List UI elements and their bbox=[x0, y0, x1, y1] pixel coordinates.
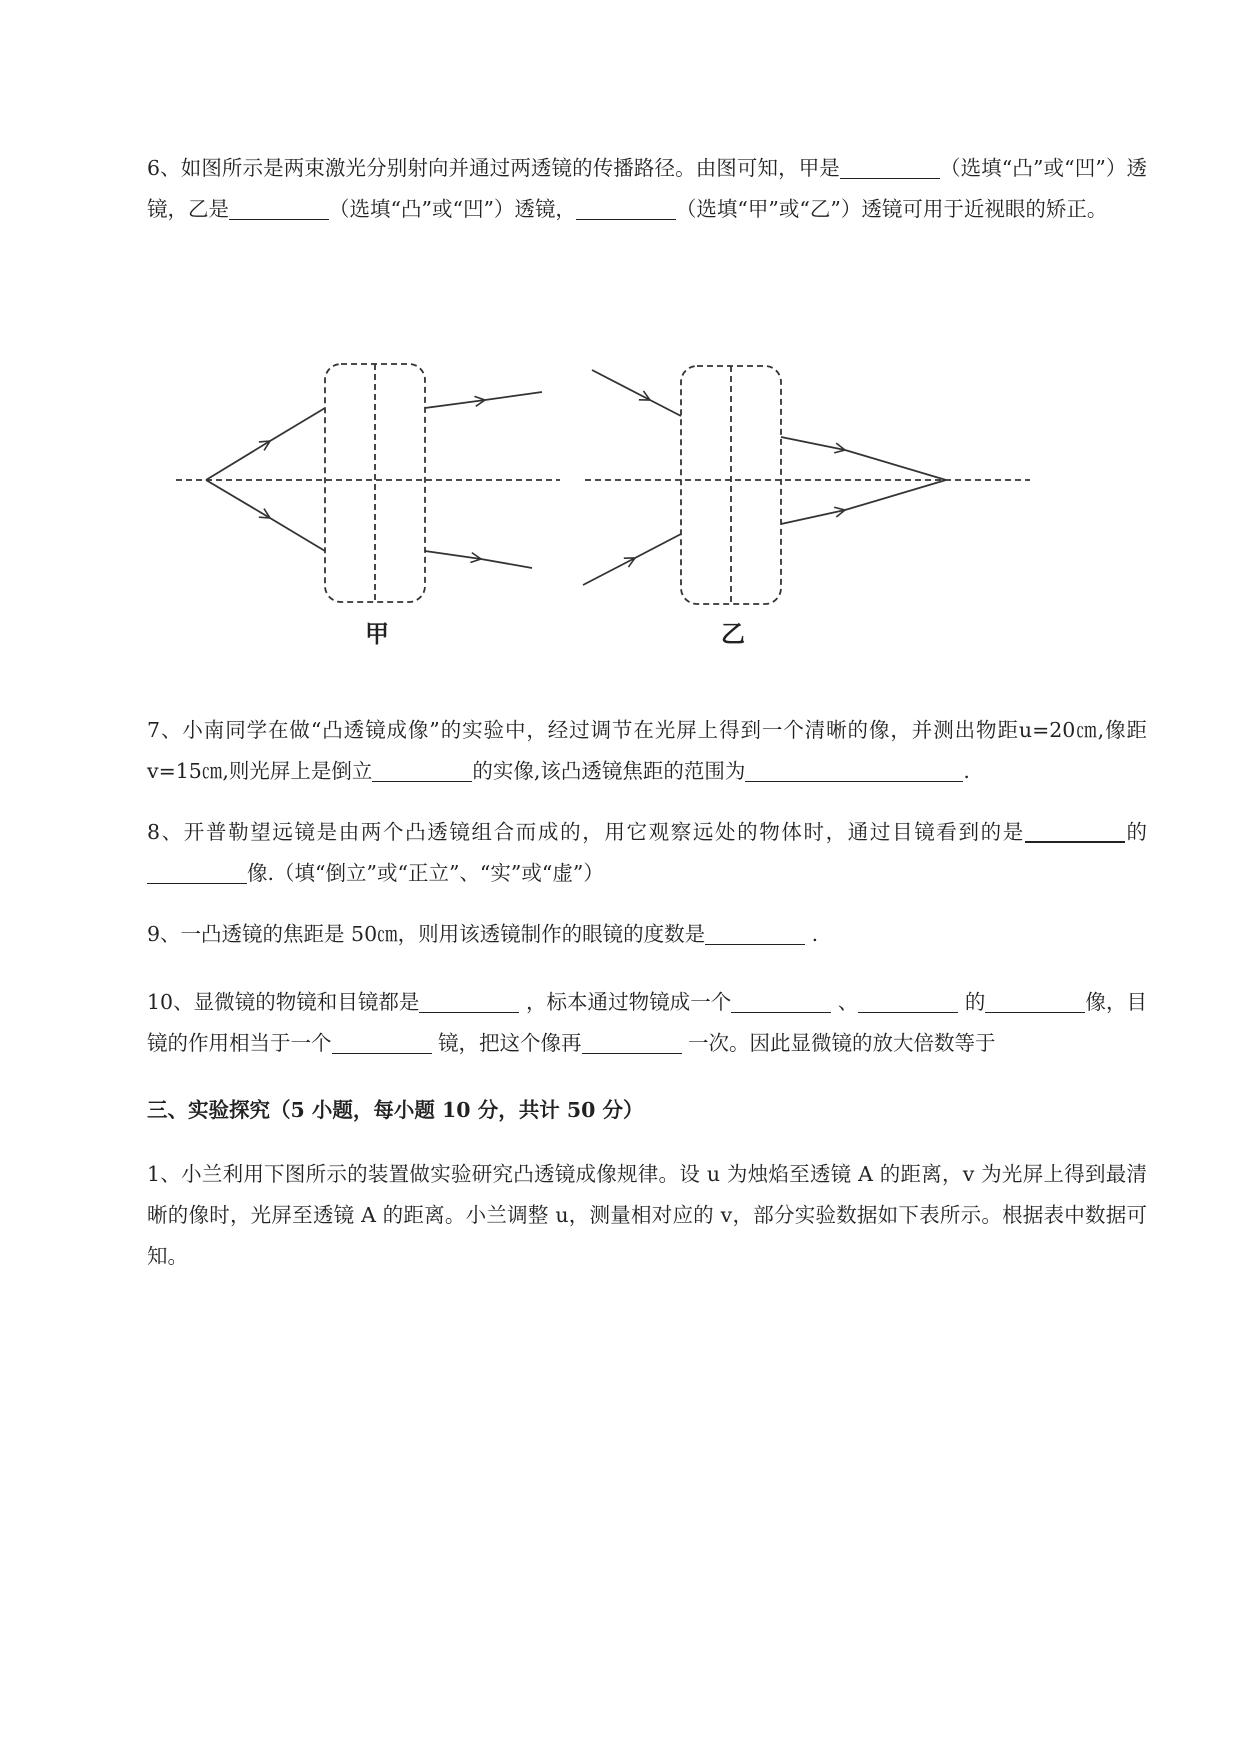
q10-text-4: 的 bbox=[958, 990, 986, 1014]
yi-incident-ray-bottom-arrow bbox=[583, 558, 635, 585]
section-3-question-1: 1、小兰利用下图所示的装置做实验研究凸透镜成像规律。设 u 为烛焰至透镜 A 的距离，v 为光屏上得到最清晰的像时，光屏至透镜 A 的距离。小兰调整 u，测量相对应的 v，部分实验数据如下表所示。根据表中数据可知。 bbox=[147, 1162, 1147, 1268]
jia-incident-ray-top bbox=[270, 408, 325, 441]
q10-blank-3[interactable] bbox=[858, 990, 958, 1013]
q9-text-1: 9、一凸透镜的焦距是 50㎝，则用该透镜制作的眼镜的度数是 bbox=[147, 922, 706, 946]
question-9 bbox=[147, 914, 1147, 955]
q10-blank-5[interactable] bbox=[332, 1031, 432, 1054]
q7-text-3: . bbox=[963, 759, 970, 783]
q6-blank-1[interactable] bbox=[840, 156, 940, 179]
q8-text-2: 的 bbox=[1124, 820, 1148, 844]
q8-blank-1[interactable] bbox=[1025, 819, 1125, 843]
question-10 bbox=[147, 982, 1147, 1064]
q10-blank-4[interactable] bbox=[985, 990, 1085, 1013]
jia-emergent-ray-top bbox=[485, 392, 542, 400]
section-3-heading: 三、实验探究（5 小题，每小题 10 分，共计 50 分） bbox=[147, 1098, 644, 1122]
q6-blank-3[interactable] bbox=[576, 197, 676, 220]
q8-text-1: 8、开普勒望远镜是由两个凸透镜组合而成的，用它观察远处的物体时，通过目镜看到的是 bbox=[147, 820, 1025, 844]
yi-emergent-ray-bottom-arrow bbox=[781, 510, 845, 524]
q10-blank-2[interactable] bbox=[731, 990, 831, 1013]
q6-text-4: （选填“甲”或“乙”）透镜可用于近视眼的矫正。 bbox=[675, 197, 1108, 221]
yi-emergent-ray-bottom bbox=[845, 480, 946, 510]
question-6 bbox=[147, 148, 1147, 230]
label-jia: 甲 bbox=[365, 620, 389, 648]
yi-emergent-ray-top bbox=[845, 450, 946, 480]
q6-text-3: （选填“凸”或“凹”）透镜， bbox=[329, 197, 576, 221]
q7-blank-1[interactable] bbox=[372, 759, 472, 782]
yi-incident-ray-bottom bbox=[635, 534, 681, 558]
q7-text-1: 7、小南同学在做“凸透镜成像”的实验中，经过调节在光屏上得到一个清晰的像，并测出物距u=20㎝,像距v=15㎝,则光屏上是倒立 bbox=[147, 718, 1147, 783]
q10-text-6: 镜，把这个像再 bbox=[431, 1031, 582, 1055]
question-7 bbox=[147, 710, 1147, 792]
jia-emergent-ray-bottom bbox=[481, 559, 532, 568]
q10-blank-1[interactable] bbox=[419, 990, 519, 1013]
q10-text-5: 像，目镜的作用相当于一个 bbox=[147, 990, 1147, 1055]
jia-incident-ray-top-arrow bbox=[206, 441, 270, 480]
jia-incident-ray-bottom bbox=[270, 518, 325, 551]
yi-incident-ray-top-arrow bbox=[592, 370, 650, 400]
jia-incident-ray-bottom-arrow bbox=[206, 480, 270, 518]
q10-blank-6[interactable] bbox=[582, 1031, 682, 1054]
q9-text-2: . bbox=[805, 922, 819, 946]
q10-text-1: 10、显微镜的物镜和目镜都是 bbox=[147, 990, 420, 1014]
q8-blank-2[interactable] bbox=[147, 861, 247, 884]
lens-diagram bbox=[170, 350, 1050, 660]
q10-text-7: 一次。因此显微镜的放大倍数等于 bbox=[681, 1031, 996, 1055]
q6-text-1: 6、如图所示是两束激光分别射向并通过两透镜的传播路径。由图可知，甲是 bbox=[147, 156, 840, 180]
q10-text-2: ，标本通过物镜成一个 bbox=[519, 990, 732, 1014]
question-8 bbox=[147, 812, 1147, 894]
jia-emergent-ray-top-arrow bbox=[425, 400, 485, 408]
jia-emergent-ray-bottom-arrow bbox=[425, 551, 481, 559]
yi-emergent-ray-top-arrow bbox=[781, 437, 845, 450]
q8-text-3: 像.（填“倒立”或“正立”、“实”或“虚”） bbox=[247, 861, 604, 885]
label-yi: 乙 bbox=[721, 620, 745, 648]
q9-blank-1[interactable] bbox=[705, 922, 805, 945]
yi-incident-ray-top bbox=[650, 400, 681, 416]
q6-blank-2[interactable] bbox=[229, 197, 329, 220]
q7-text-2: 的实像,该凸透镜焦距的范围为 bbox=[472, 759, 746, 783]
q7-blank-2[interactable] bbox=[745, 759, 963, 782]
q6-text-2: （选填“凸”或“凹”）透镜，乙是 bbox=[147, 156, 1147, 221]
q10-text-3: 、 bbox=[831, 990, 859, 1014]
